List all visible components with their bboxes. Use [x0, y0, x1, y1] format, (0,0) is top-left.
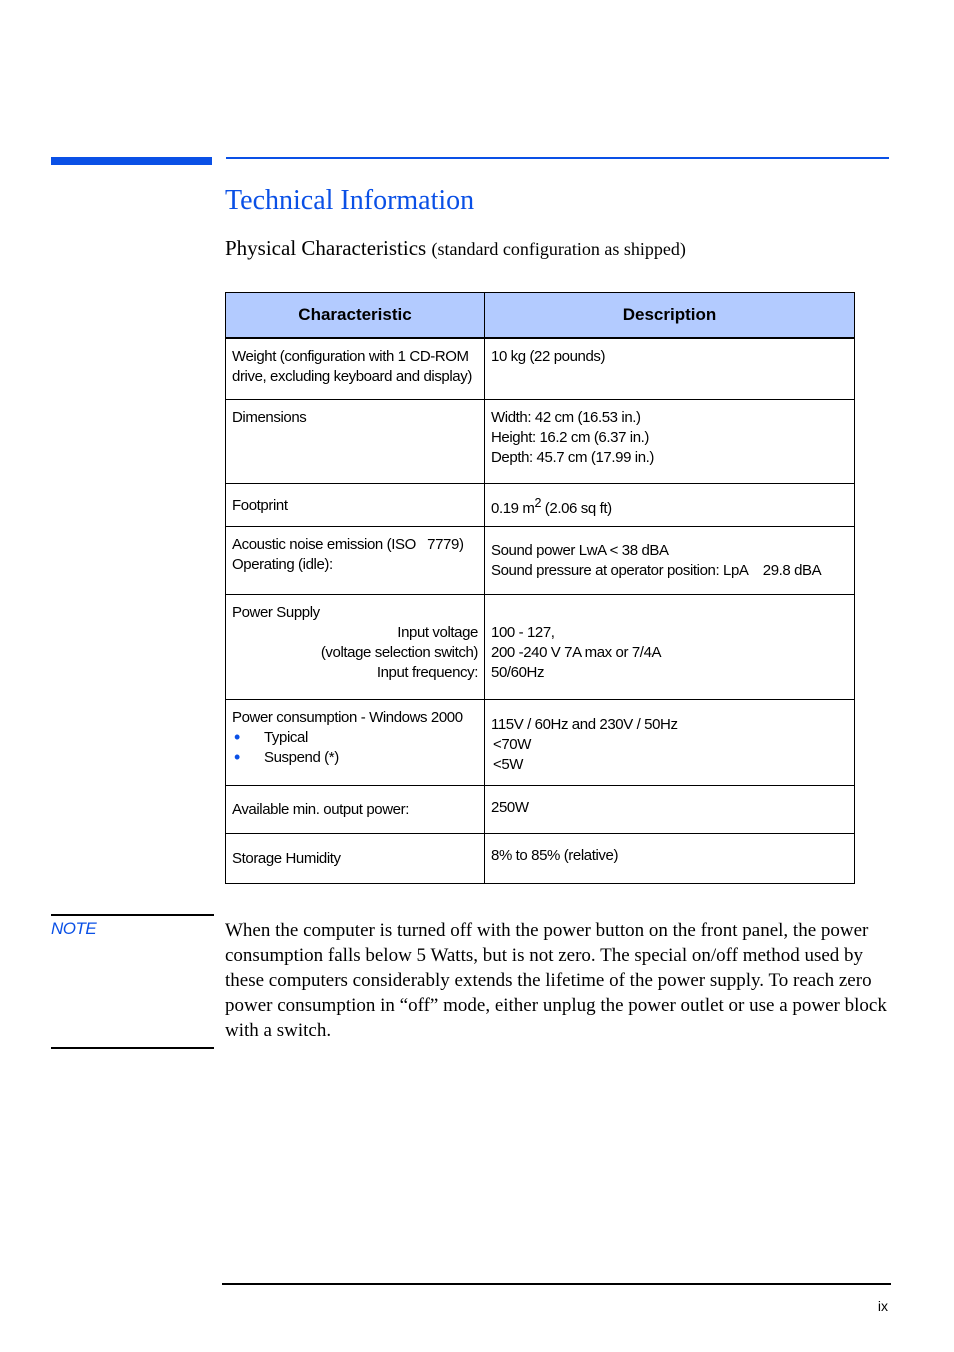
table-row [226, 399, 855, 483]
cell-text: 250W [491, 798, 529, 816]
physical-characteristics-table [225, 292, 855, 884]
cell-characteristic-power-consumption [226, 699, 485, 785]
cell-description-power-consumption [485, 699, 855, 785]
cell-characteristic-output-power [226, 785, 485, 833]
cell-text: Storage Humidity [232, 850, 341, 867]
cell-text: Operating (idle): [232, 555, 333, 573]
table-row [226, 594, 855, 699]
cell-characteristic-dimensions [226, 399, 485, 483]
table-row [226, 338, 855, 399]
section-title [225, 236, 686, 261]
cell-text: (voltage selection switch) [320, 643, 478, 661]
note-text: When the computer is turned off with the power button on the front panel, the power consumption falls below 5 Watts, but is not zero. The special on/off method used by these computers considerably extends the lifetime of the power supply. To reach zero power consumption in “off” mode, either unplug the power outlet or use a power block with a switch. [225, 920, 887, 1041]
cell-text: Sound pressure at operator position: LpA 29.8 dBA [491, 562, 822, 579]
footer-rule [222, 1283, 891, 1285]
table-row [226, 699, 855, 785]
cell-text: Power consumption - Windows 2000 [232, 708, 463, 726]
cell-characteristic-acoustic [226, 526, 485, 594]
note-rule-top [51, 914, 214, 916]
cell-text: 100 - 127, [491, 623, 555, 641]
table-row [226, 526, 855, 594]
cell-description-footprint [485, 483, 855, 526]
note-label: NOTE [51, 919, 97, 938]
cell-description-power-supply [485, 594, 855, 699]
table-header-row [226, 293, 855, 339]
section-title-subtitle: (standard configuration as shipped) [431, 239, 686, 259]
cell-text: 10 kg (22 pounds) [491, 348, 606, 365]
cell-characteristic-power-supply [226, 594, 485, 699]
footprint-value: 0.19 m [491, 499, 535, 517]
table-row [226, 483, 855, 526]
cell-description-output-power [485, 785, 855, 833]
cell-text: Available min. output power: [232, 801, 409, 818]
cell-text: Power Supply [232, 603, 320, 621]
bullet-item: • Typical [232, 728, 478, 748]
header-description: Description [485, 293, 855, 339]
cell-description-humidity [485, 833, 855, 883]
table-row [226, 785, 855, 833]
cell-text [491, 493, 848, 519]
cell-text: Footprint [232, 496, 288, 514]
cell-text: 200 -240 V 7A max or 7/4A [491, 643, 662, 661]
cell-characteristic-humidity [226, 833, 485, 883]
header-rule-thick [51, 157, 212, 165]
footprint-unit: (2.06 sq ft) [541, 499, 612, 517]
bullet-item: • Suspend (*) [232, 748, 478, 768]
cell-text: <5W [493, 755, 524, 773]
cell-description-dimensions [485, 399, 855, 483]
cell-text: 50/60Hz [491, 663, 545, 681]
cell-text: <70W [493, 735, 532, 753]
table-row [226, 833, 855, 883]
header-characteristic: Characteristic [226, 293, 485, 339]
cell-text: drive, excluding keyboard and display) [232, 368, 472, 385]
footprint-superscript: 2 [534, 495, 542, 510]
cell-text: Depth: 45.7 cm (17.99 in.) [491, 448, 655, 466]
note-rule-bottom [51, 1047, 214, 1049]
cell-description-weight [485, 338, 855, 399]
cell-text: Input frequency: [376, 663, 478, 681]
cell-text: Width: 42 cm (16.53 in.) [491, 408, 641, 426]
cell-text: 8% to 85% (relative) [491, 846, 619, 864]
cell-text: Acoustic noise emission (ISO 7779) [232, 535, 464, 553]
cell-characteristic-footprint [226, 483, 485, 526]
cell-text: Weight (configuration with 1 CD-ROM [232, 348, 469, 365]
cell-text: Height: 16.2 cm (6.37 in.) [491, 428, 650, 446]
cell-description-acoustic [485, 526, 855, 594]
cell-text: Dimensions [232, 408, 307, 426]
cell-characteristic-weight [226, 338, 485, 399]
cell-text: Input voltage [397, 623, 478, 641]
cell-text: Sound power LwA < 38 dBA [491, 542, 669, 559]
page-title: Technical Information [225, 185, 475, 216]
page-number: ix [877, 1298, 888, 1314]
section-title-main: Physical Characteristics [225, 236, 427, 260]
cell-text: 115V / 60Hz and 230V / 50Hz [491, 715, 678, 733]
header-rule-thin [226, 157, 889, 159]
